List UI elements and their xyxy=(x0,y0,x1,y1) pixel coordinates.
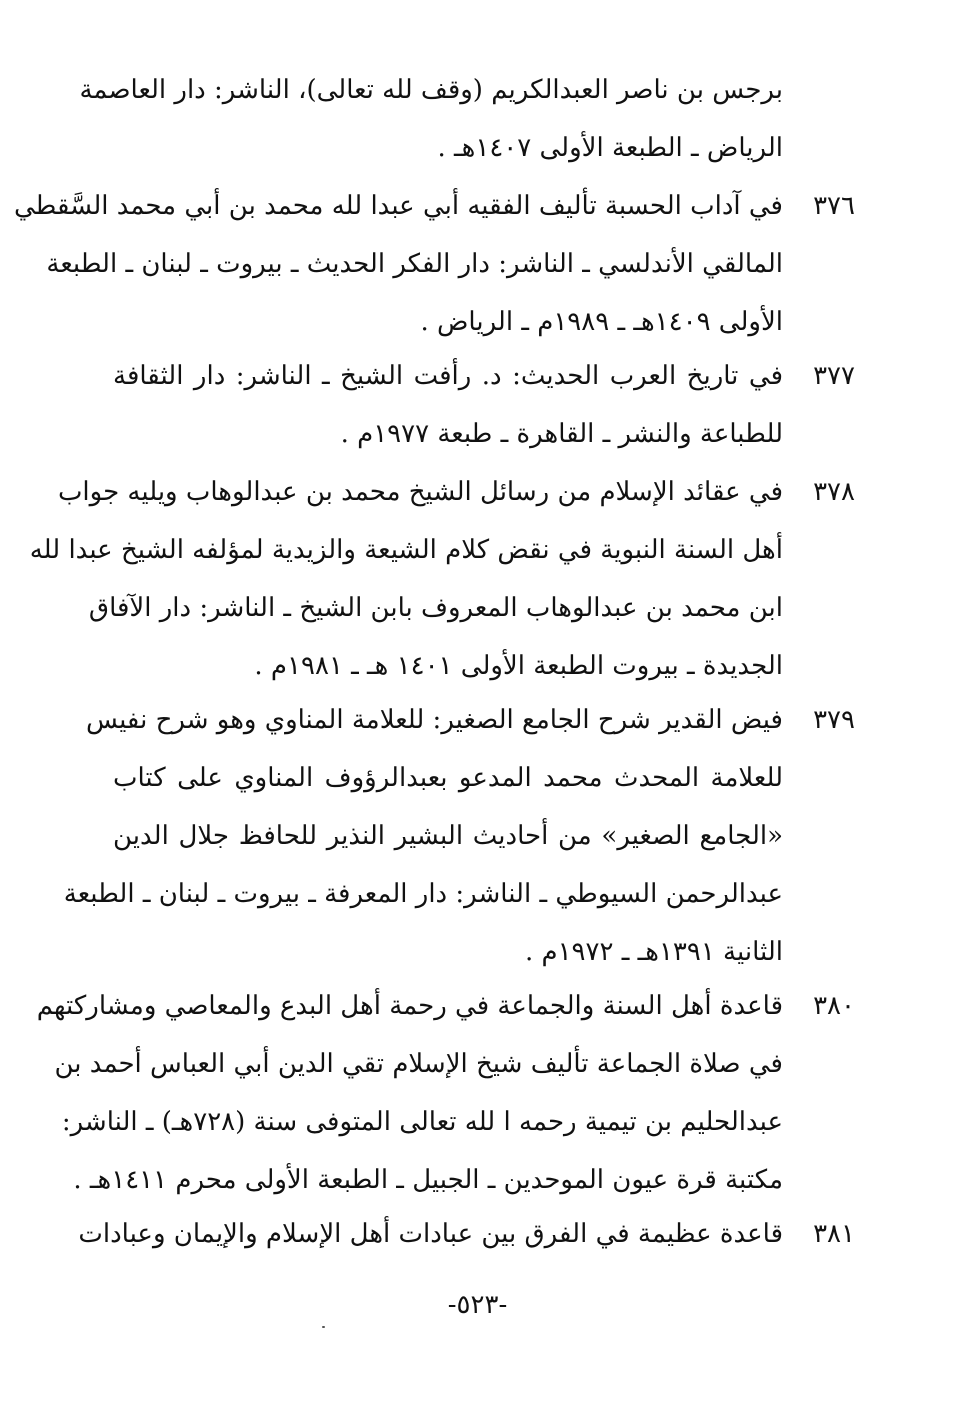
text-line: أهل السنة النبوية في نقض كلام الشيعة والزيدية لمؤلفه الشيخ عبدا لله xyxy=(29,535,783,565)
text-line: الأولى ١٤٠٩هـ ـ ١٩٨٩م ـ الرياض . xyxy=(420,307,783,337)
text-line: مكتبة قرة عيون الموحدين ـ الجبيل ـ الطبعة الأولى محرم ١٤١١هـ . xyxy=(73,1165,783,1195)
text-line: للطباعة والنشر ـ القاهرة ـ طبعة ١٩٧٧م . xyxy=(340,419,783,449)
text-line: قاعدة أهل السنة والجماعة في رحمة أهل البدع والمعاصي ومشاركتهم xyxy=(36,991,783,1021)
text-line: عبدالحليم بن تيمية رحمه ا لله تعالى المتوفى سنة (٧٢٨هـ) ـ الناشر: xyxy=(61,1107,783,1137)
text-line: للعلامة المحدث محمد المدعو بعبدالرؤوف المناوي على كتاب xyxy=(113,763,783,793)
text-line: الثانية ١٣٩١هـ ـ ١٩٧٢م . xyxy=(524,937,783,967)
text-line: في آداب الحسبة تأليف الفقيه أبي عبدا لله محمد بن أبي محمد السَّقطي xyxy=(13,191,783,221)
text-line: الجديدة ـ بيروت الطبعة الأولى ١٤٠١ هـ ـ ١٩٨١م . xyxy=(254,651,783,681)
text-line: الرياض ـ الطبعة الأولى ١٤٠٧هـ . xyxy=(437,133,783,163)
text-line: «الجامع الصغير» من أحاديث البشير النذير للحافظ جلال الدين xyxy=(113,821,783,851)
entry-number: ٣٨١ xyxy=(813,1219,855,1249)
entry-number: ٣٧٦ xyxy=(813,191,855,221)
entry-number: ٣٧٩ xyxy=(813,705,855,735)
text-line: في عقائد الإسلام من رسائل الشيخ محمد بن عبدالوهاب ويليه جواب xyxy=(57,477,783,507)
entry-number: ٣٨٠ xyxy=(813,991,855,1021)
scan-speck xyxy=(322,1326,325,1328)
text-line: في تاريخ العرب الحديث: د. رأفت الشيخ ـ الناشر: دار الثقافة xyxy=(113,361,783,391)
text-line: عبدالرحمن السيوطي ـ الناشر: دار المعرفة ـ بيروت ـ لبنان ـ الطبعة xyxy=(63,879,783,909)
text-line: المالقي الأندلسي ـ الناشر: دار الفكر الحديث ـ بيروت ـ لبنان ـ الطبعة xyxy=(46,249,783,279)
page-number: -٥٢٣- xyxy=(447,1290,508,1320)
text-line: برجس بن ناصر العبدالكريم (وقف لله تعالى)، الناشر: دار العاصمة xyxy=(79,75,783,105)
text-line: فيض القدير شرح الجامع الصغير: للعلامة المناوي وهو شرح نفيس xyxy=(85,705,783,735)
text-line: في صلاة الجماعة تأليف شيخ الإسلام تقي الدين أبي العباس أحمد بن xyxy=(54,1049,783,1079)
text-line: ابن محمد بن عبدالوهاب المعروف بابن الشيخ ـ الناشر: دار الآفاق xyxy=(88,593,783,623)
entry-number: ٣٧٧ xyxy=(813,361,855,391)
text-line: قاعدة عظيمة في الفرق بين عبادات أهل الإسلام والإيمان وعبادات xyxy=(78,1219,783,1249)
entry-number: ٣٧٨ xyxy=(813,477,855,507)
